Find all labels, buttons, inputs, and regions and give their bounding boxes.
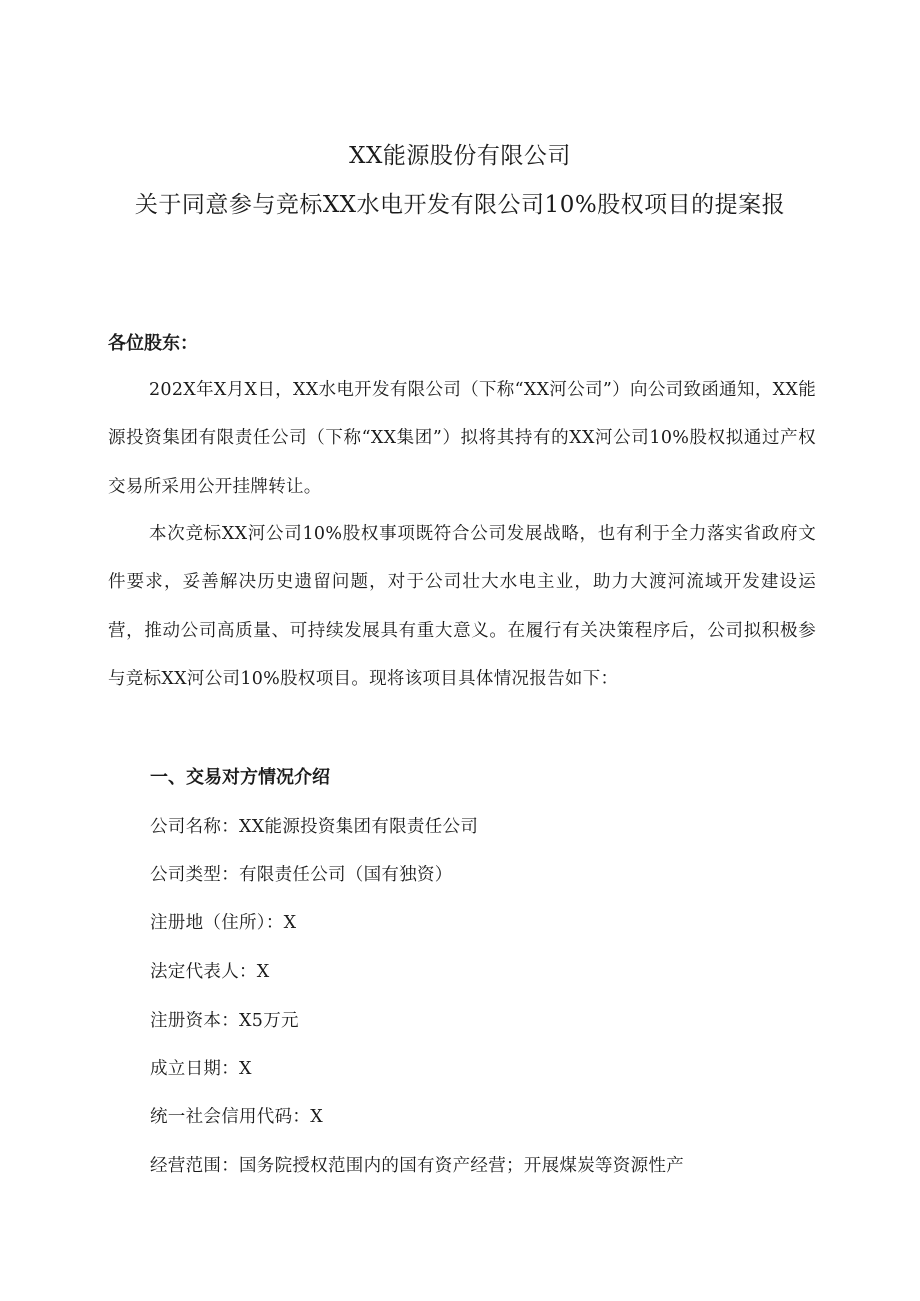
salutation: 各位股东： [108, 333, 198, 354]
field-company-type: 公司类型：有限责任公司（国有独资） [150, 865, 453, 885]
document-subtitle: 关于同意参与竞标XX水电开发有限公司10%股权项目的提案报 [134, 192, 786, 218]
field-credit-code: 统一社会信用代码：X [150, 1107, 323, 1127]
paragraph-notice: 202X年X月X日，XX水电开发有限公司（下称“XX河公司”）向公司致函通知，XX能源投资集团有限责任公司（下称“XX集团”）拟将其持有的XX河公司10%股权拟通过产权交易所采用公开挂牌转让。 [108, 380, 816, 497]
section-heading-counterparty: 一、交易对方情况介绍 [150, 767, 330, 788]
paragraph-significance: 本次竞标XX河公司10%股权事项既符合公司发展战略，也有利于全力落实省政府文件要求，妥善解决历史遗留问题，对于公司壮大水电主业，助力大渡河流域开发建设运营，推动公司高质量、可持续发展具有重大意义。在履行有关决策程序后，公司拟积极参与竞标XX河公司10%股权项目。现将该项目具体情况报告如下： [108, 524, 816, 690]
document-title: XX能源股份有限公司 [349, 143, 571, 169]
field-legal-representative: 法定代表人：X [150, 962, 270, 982]
field-business-scope: 经营范围：国务院授权范围内的国有资产经营；开展煤炭等资源性产 [150, 1156, 684, 1176]
field-registered-address: 注册地（住所）：X [150, 913, 297, 933]
field-company-name: 公司名称：XX能源投资集团有限责任公司 [150, 817, 479, 837]
field-registered-capital: 注册资本：X5万元 [150, 1011, 299, 1031]
field-established-date: 成立日期：X [150, 1059, 252, 1079]
